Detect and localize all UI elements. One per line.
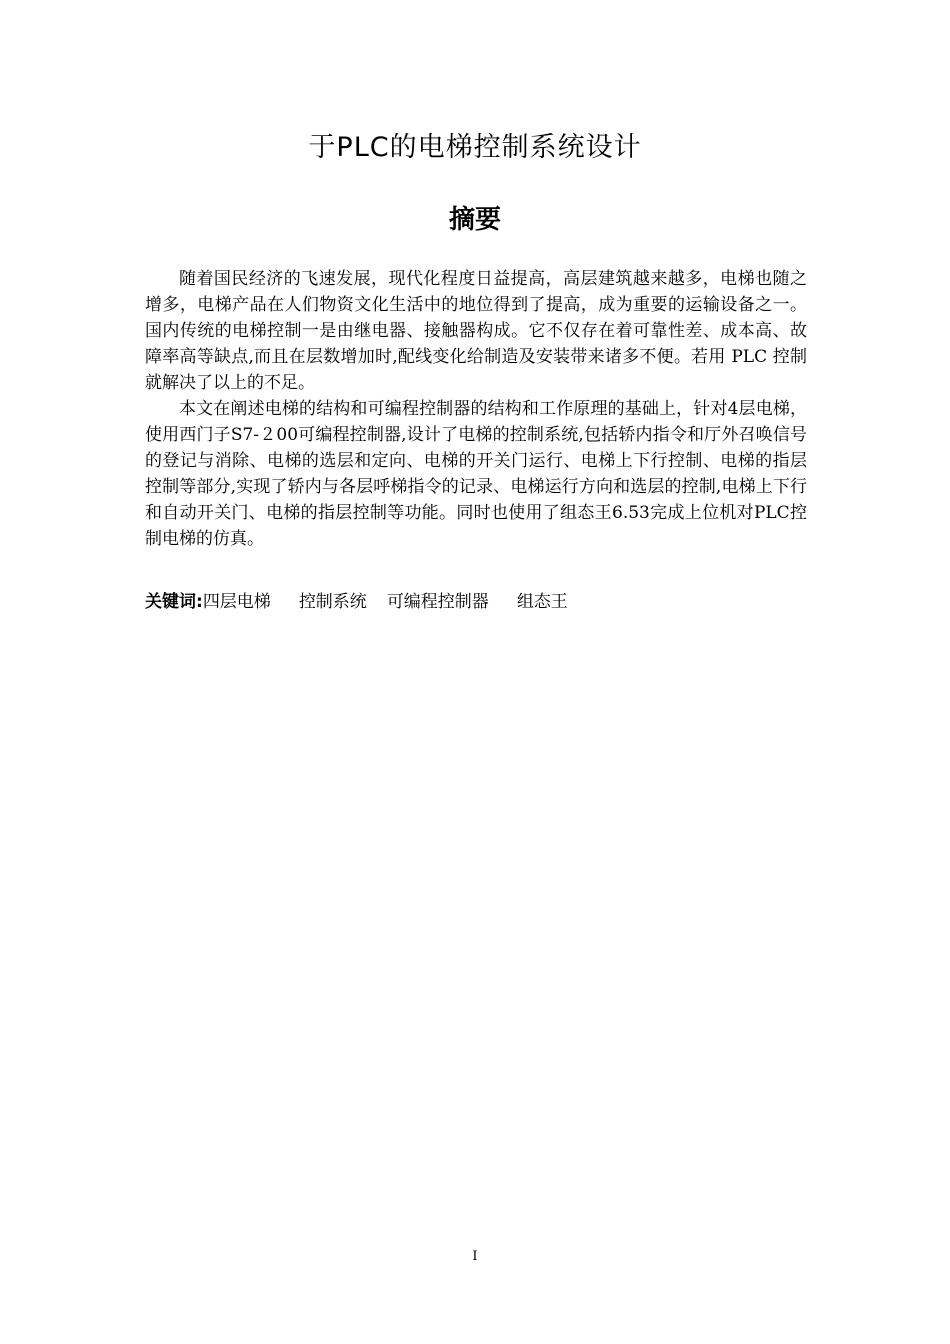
keyword-item: 四层电梯 <box>202 592 271 612</box>
abstract-heading: 摘要 <box>448 205 501 235</box>
keywords-label: 关键词: <box>145 592 203 612</box>
abstract-paragraph-2: 本文在阐述电梯的结构和可编程控制器的结构和工作原理的基础上，针对4层电梯，使用西门子S7-２00可编程控制器,设计了电梯的控制系统,包括轿内指令和厅外召唤信号的登记与消除、电梯的选层和定向、电梯的开关门运行、电梯上下行控制、电梯的指层控制等部分,实现了轿内与各层呼梯指令的记录、电梯运行方向和选层的控制,电梯上下行和自动开关门、电梯的指层控制等功能。同时也使用了组态王6.53完成上位机对PLC控制电梯的仿真。 <box>145 399 807 549</box>
keyword-item: 控制系统 <box>298 592 367 612</box>
keywords-line <box>145 589 807 615</box>
abstract-paragraph-1: 随着国民经济的飞速发展，现代化程度日益提高，高层建筑越来越多，电梯也随之增多，电梯产品在人们物资文化生活中的地位得到了提高，成为重要的运输设备之一。国内传统的电梯控制一是由继电器、接触器构成。它不仅存在着可靠性差、成本高、故障率高等缺点,而且在层数增加时,配线变化给制造及安装带来诸多不便。若用 PLC 控制就解决了以上的不足。 <box>145 269 807 393</box>
document-title: 于PLC的电梯控制系统设计 <box>308 132 642 163</box>
keyword-item: 组态王 <box>516 592 568 612</box>
page-number: I <box>472 1249 478 1264</box>
keyword-item: 可编程控制器 <box>386 592 489 612</box>
abstract-body <box>145 266 807 552</box>
